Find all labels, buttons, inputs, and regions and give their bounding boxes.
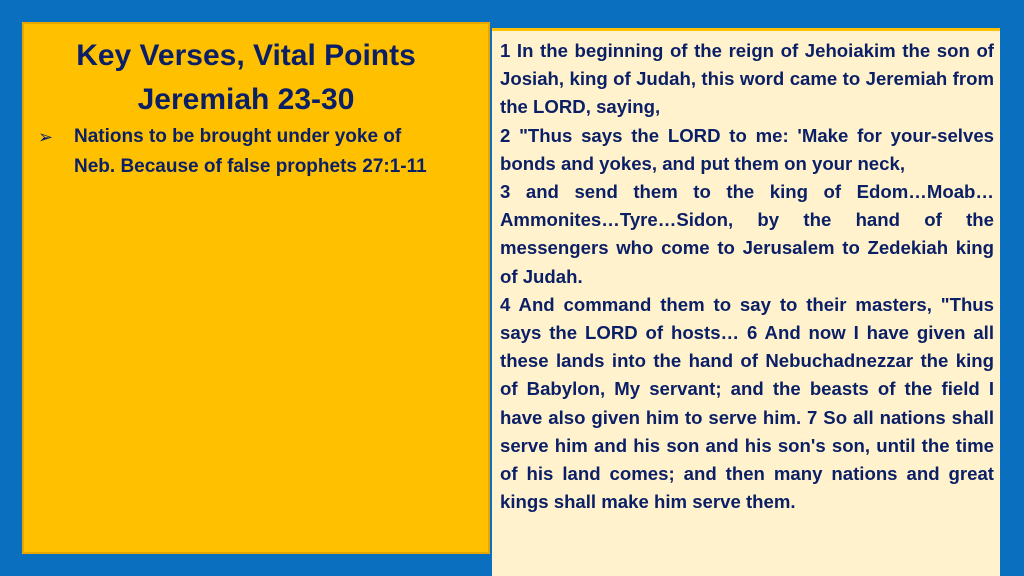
title-line-2: Jeremiah 23-30	[137, 83, 355, 116]
bullet-line-1: Nations to be brought under yoke of	[74, 126, 402, 147]
verse-1: 1 In the beginning of the reign of Jehoiakim the son of Josiah, king of Judah, this word came to Jeremiah from the LORD, saying,	[500, 40, 994, 118]
arrow-bullet-icon: ➢	[38, 127, 54, 147]
title-line-1: Key Verses, Vital Points	[76, 39, 416, 72]
bullet-point	[38, 122, 488, 182]
verse-3: 3 and send them to the king of Edom…Moab… Ammonites…Tyre…Sidon, by the hand of the messengers who come to Jerusalem to Zedekiah king of Judah.	[500, 181, 994, 287]
bullet-line-2: Neb. Because of false prophets 27:1-11	[74, 156, 427, 177]
left-panel	[22, 22, 490, 554]
bullet-text	[74, 122, 488, 182]
verse-4: 4 And command them to say to their masters, "Thus says the LORD of hosts… 6 And now I have given all these lands into the hand of Nebuchadnezzar the king of Babylon, My servant; and the beasts of the field I have also given him to serve him. 7 So all nations shall serve him and his son and his son's son, until the time of his land comes; and then many nations and great kings shall make him serve them.	[500, 293, 994, 513]
scripture-panel	[492, 28, 1000, 576]
slide-title	[24, 34, 488, 122]
verse-2: 2 "Thus says the LORD to me: 'Make for your-selves bonds and yokes, and put them on your neck,	[500, 124, 994, 174]
